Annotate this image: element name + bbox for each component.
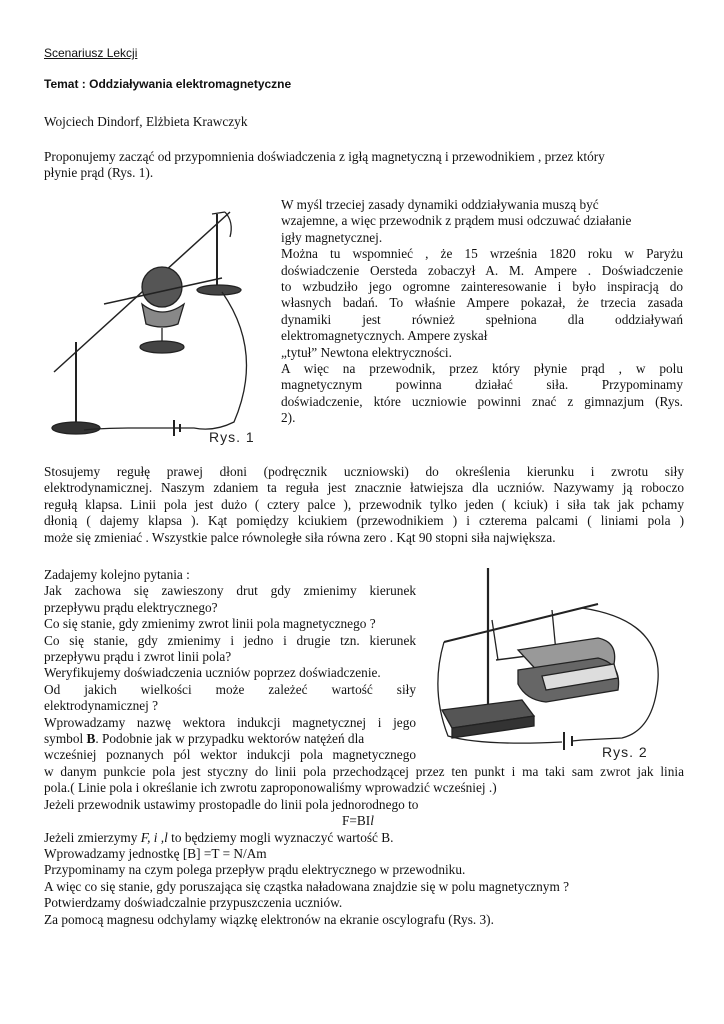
text-line: W myśl trzeciej zasady dynamiki oddziaływania muszą być [281, 197, 599, 212]
text-line: Przypominamy na czym polega przepływ prądu elektrycznego w przewodniku. [44, 862, 466, 878]
text-segment: Jeżeli zmierzymy [44, 829, 141, 845]
text-line: Stosujemy regułę prawej dłoni (podręcznik uczniowski) do określenia kierunku i zwrotu siły [44, 464, 684, 479]
text-line: Można tu wspomnieć , że 15 września 1820 roku w Paryżu [281, 246, 683, 262]
text-line: dłonią ( dajemy klapsa ). Kąt pomiędzy kciukiem (przewodnikiem ) i czterema palcami ( liniami pola ) [44, 513, 684, 529]
text-line: doświadczenie Oersteda zobaczył A. M. Ampere . Doświadczenie [281, 262, 683, 278]
text-line: elektromagnetycznych. Ampere zyskał [281, 328, 488, 344]
text-line: Za pomocą magnesu odchylamy wiązkę elektronów na ekranie oscylografu (Rys. 3). [44, 911, 494, 927]
lesson-topic: Temat : Oddziaływania elektromagnetyczne [44, 77, 292, 91]
text-line: igły magnetycznej. [281, 229, 383, 245]
text-line: Od jakich wielkości może zależeć wartość siły [44, 681, 416, 697]
text-line: Weryfikujemy doświadczenia uczniów poprzez doświadczenie. [44, 665, 381, 681]
text-line: płynie prąd (Rys. 1). [44, 165, 154, 181]
text-line: przepływu prądu i zwrot linii pola? [44, 649, 232, 665]
text-line: doświadczenie, które uczniowie powinni znać z gimnazjum (Rys. [281, 393, 683, 409]
formula-l: l [370, 813, 374, 829]
text-line: w danym punkcie pola jest styczny do linii pola przechodzącej przez ten punkt i ma taki sam zwrot jak linia [44, 764, 684, 779]
text-line: Zadajemy kolejno pytania : [44, 567, 190, 582]
variables: F, i ,l [140, 829, 168, 845]
text-line: wzajemne, a więc przewodnik z prądem musi odczuwać działanie [281, 213, 632, 229]
text-segment: symbol [44, 731, 87, 747]
text-line: 2). [281, 410, 296, 426]
text-segment: . Podobnie jak w przypadku wektorów natężeń dla [95, 731, 365, 747]
text-line: A więc na przewodnik, przez który płynie prąd , w polu [281, 361, 683, 377]
figure-2-magnet-apparatus [422, 560, 686, 765]
side-paragraph [281, 197, 683, 427]
text-line: regułą klapsa. Linii pola jest dużo ( cztery palce ), przewodnik tylko jeden ( kciuk) i siła tak jak pchamy [44, 496, 684, 512]
text-line: A więc co się stanie, gdy poruszająca się cząstka naładowana znajdzie się w polu magnetycznym ? [44, 878, 570, 894]
intro-paragraph [44, 149, 684, 182]
text-line: dynamiki jest również spełniona dla oddziaływań [281, 311, 683, 327]
text-line: to wzbudziło jego ogromne zainteresowanie i było inspiracją do [281, 279, 683, 295]
figure-1-caption: Rys. 1 [209, 429, 255, 445]
text-line: magnetycznym powinna działać siła. Przypominamy [281, 377, 683, 393]
text-line: Jak zachowa się zawieszony drut gdy zmienimy kierunek [44, 583, 416, 599]
document-header: Scenariusz Lekcji [44, 46, 138, 60]
questions-list [44, 567, 416, 764]
text-line: wcześniej poznanych pól wektor indukcji pola magnetycznego [44, 747, 416, 763]
authors: Wojciech Dindorf, Elżbieta Krawczyk [44, 114, 248, 129]
text-line: przepływu prądu elektrycznego? [44, 599, 218, 615]
induction-paragraph [44, 764, 684, 928]
figure-1-oersted-apparatus [44, 192, 272, 448]
text-line: elektrodynamicznej ? [44, 698, 159, 714]
unit-line: Wprowadzamy jednostkę [B] =T = N/Am [44, 846, 267, 862]
text-line: Proponujemy zacząć od przypomnienia doświadczenia z igłą magnetyczną i przewodnikiem , przez który [44, 149, 605, 164]
text-line: Co się stanie, gdy zmienimy zwrot linii pola magnetycznego ? [44, 616, 376, 632]
text-line: pola.( Linie pola i określanie ich zwrotu zaproponowaliśmy wprowadzić wcześniej .) [44, 780, 497, 796]
formula-line [44, 813, 684, 829]
text-line: Wprowadzamy nazwę wektora indukcji magnetycznej i jego [44, 714, 416, 730]
text-line: „tytuł” Newtona elektryczności. [281, 344, 452, 360]
text-segment: to będziemy mogli wyznaczyć wartość B. [167, 829, 394, 845]
figure-2-caption: Rys. 2 [602, 744, 648, 760]
symbol-b: B [86, 731, 96, 747]
formula: F=BI [342, 813, 371, 829]
text-line: Potwierdzamy doświadczalnie przypuszczenia uczniów. [44, 895, 343, 911]
text-line: Co się stanie, gdy zmienimy i jedno i drugie tzn. kierunek [44, 632, 416, 648]
right-hand-rule-paragraph [44, 464, 684, 546]
text-line: własnych badań. To właśnie Ampere pokazał, że trzecia zasada [281, 295, 683, 311]
text-line [44, 830, 684, 846]
text-line: elektrodynamicznej. Naszym zdaniem ta reguła jest znacznie łatwiejsza dla uczniów. Nazywamy ją roboczo [44, 480, 684, 496]
text-line [44, 731, 416, 747]
text-line: może się zmieniać . Wszystkie palce równoległe siła równa zero . Kąt 90 stopni siła największa. [44, 529, 556, 545]
text-line: Jeżeli przewodnik ustawimy prostopadle do linii pola jednorodnego to [44, 796, 419, 812]
